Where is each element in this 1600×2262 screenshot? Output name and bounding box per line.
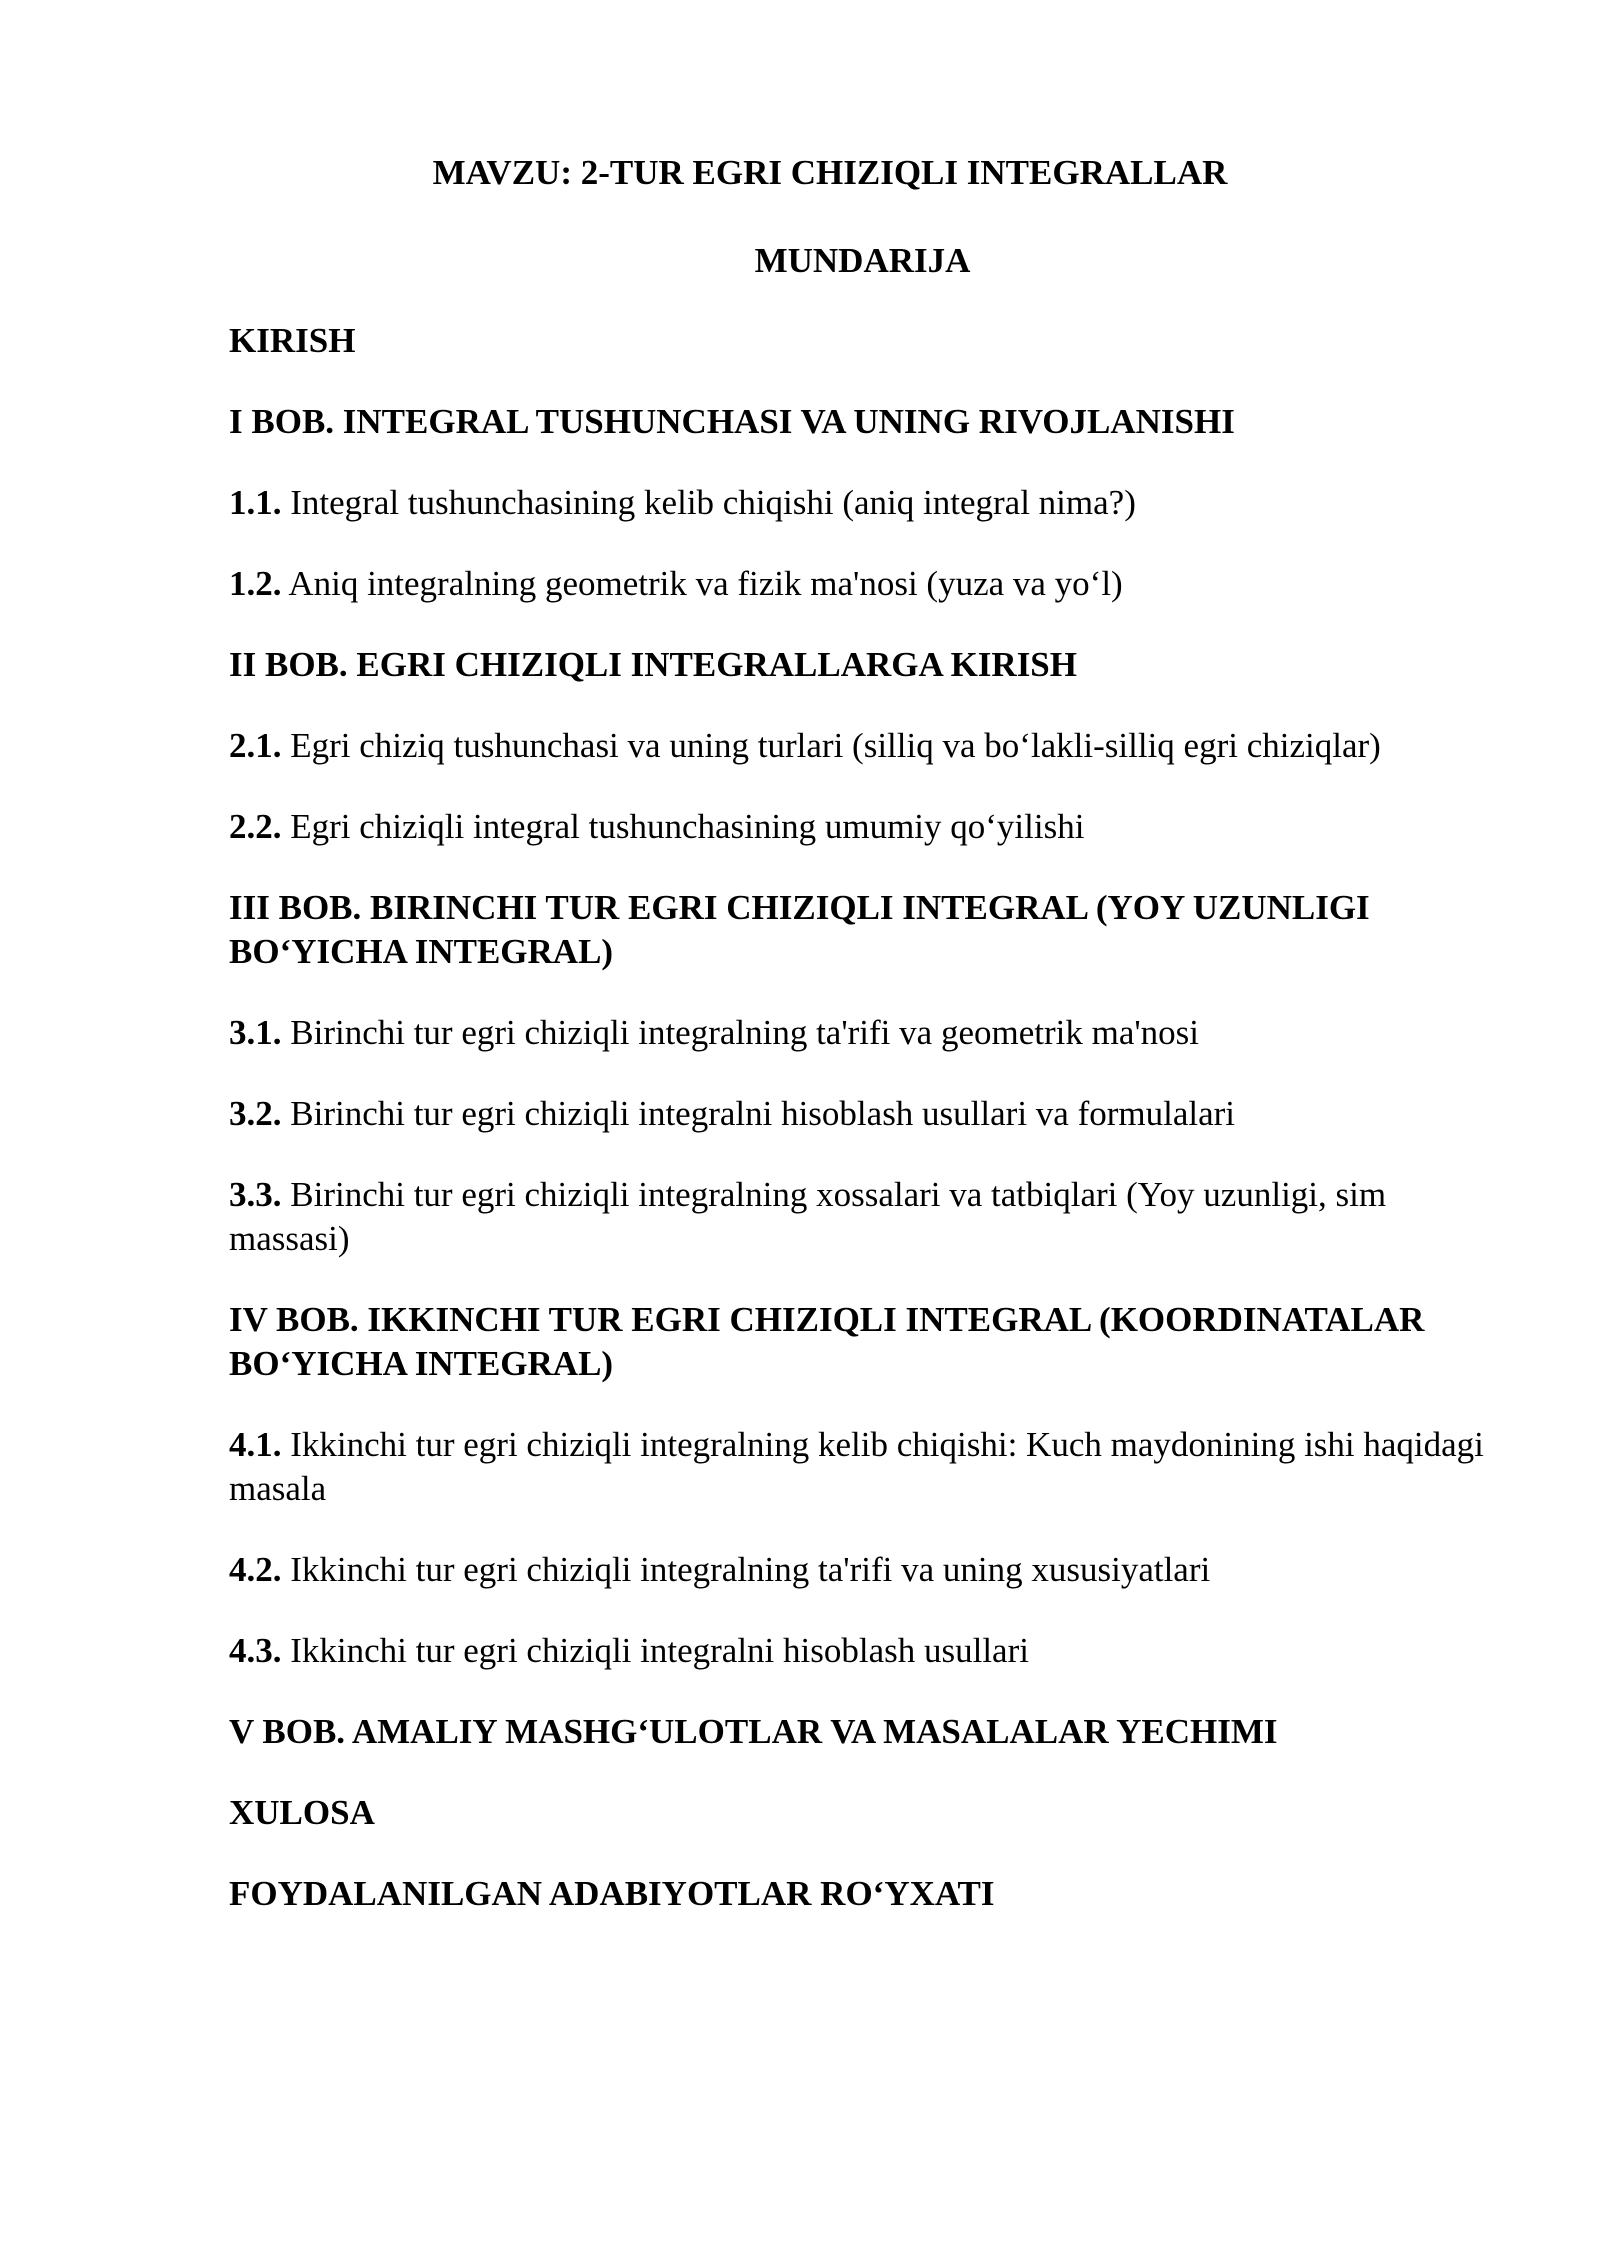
- toc-item-number: 1.1.: [229, 483, 282, 522]
- toc-item-number: 4.2.: [229, 1550, 282, 1589]
- toc-item-text: Integral tushunchasining kelib chiqishi (aniq integral nima?): [281, 483, 1136, 522]
- toc-item-text: Birinchi tur egri chiziqli integralning ta'rifi va geometrik ma'nosi: [281, 1013, 1200, 1052]
- toc-item-text: Ikkinchi tur egri chiziqli integralning ta'rifi va uning xususiyatlari: [281, 1550, 1211, 1589]
- toc-heading-chapter-1: [229, 400, 1489, 444]
- toc-item-3-1: [229, 1011, 1489, 1055]
- toc-item-3-3: [229, 1173, 1489, 1261]
- toc-item-number: 2.1.: [229, 726, 282, 765]
- toc-item-number: 3.2.: [229, 1094, 282, 1133]
- toc-item-4-2: [229, 1548, 1489, 1592]
- toc-item-1-2: [229, 562, 1489, 606]
- toc-heading-chapter-2: [229, 643, 1489, 687]
- toc-item-number: 4.3.: [229, 1631, 282, 1670]
- toc-item-number: 4.1.: [229, 1425, 282, 1464]
- toc-heading-text: IV BOB. IKKINCHI TUR EGRI CHIZIQLI INTEGRAL (KOORDINATALAR BO‘YICHA INTEGRAL): [229, 1300, 1425, 1383]
- toc-heading-text: KIRISH: [229, 321, 356, 360]
- toc-heading-chapter-4: [229, 1298, 1489, 1386]
- toc-heading-text: III BOB. BIRINCHI TUR EGRI CHIZIQLI INTEGRAL (YOY UZUNLIGI BO‘YICHA INTEGRAL): [229, 888, 1370, 971]
- toc-item-text: Birinchi tur egri chiziqli integralni hisoblash usullari va formulalari: [281, 1094, 1236, 1133]
- toc-item-1-1: [229, 481, 1489, 525]
- toc-heading-text: I BOB. INTEGRAL TUSHUNCHASI VA UNING RIVOJLANISHI: [229, 402, 1235, 441]
- table-of-contents: [229, 319, 1489, 1953]
- toc-item-text: Aniq integralning geometrik va fizik ma'nosi (yuza va yo‘l): [281, 564, 1123, 603]
- toc-item-text: Egri chiziqli integral tushunchasining umumiy qo‘yilishi: [281, 807, 1085, 846]
- toc-item-text: Ikkinchi tur egri chiziqli integralning kelib chiqishi: Kuch maydonining ishi haqidagi masala: [229, 1425, 1484, 1508]
- toc-item-4-1: [229, 1423, 1489, 1511]
- toc-heading-text: FOYDALANILGAN ADABIYOTLAR RO‘YXATI: [229, 1874, 995, 1913]
- document-title: MAVZU: 2-TUR EGRI CHIZIQLI INTEGRALLAR: [432, 153, 1228, 192]
- toc-heading-conclusion: [229, 1791, 1489, 1835]
- toc-item-number: 1.2.: [229, 564, 282, 603]
- toc-item-4-3: [229, 1629, 1489, 1673]
- toc-heading-text: XULOSA: [229, 1793, 375, 1832]
- toc-item-text: Ikkinchi tur egri chiziqli integralni hisoblash usullari: [281, 1631, 1029, 1670]
- toc-heading-references: [229, 1872, 1489, 1916]
- toc-item-3-2: [229, 1092, 1489, 1136]
- toc-heading-chapter-5: [229, 1710, 1489, 1754]
- toc-item-text: Egri chiziq tushunchasi va uning turlari (silliq va bo‘lakli-silliq egri chiziqlar): [281, 726, 1381, 765]
- toc-heading-chapter-3: [229, 886, 1489, 974]
- contents-heading: MUNDARIJA: [754, 241, 971, 280]
- toc-heading-kirish: [229, 319, 1489, 363]
- toc-heading-text: V BOB. AMALIY MASHG‘ULOTLAR VA MASALALAR YECHIMI: [229, 1712, 1278, 1751]
- toc-item-number: 3.1.: [229, 1013, 282, 1052]
- toc-item-2-2: [229, 805, 1489, 849]
- toc-item-text: Birinchi tur egri chiziqli integralning xossalari va tatbiqlari (Yoy uzunligi, sim massasi): [229, 1175, 1387, 1258]
- toc-item-number: 3.3.: [229, 1175, 282, 1214]
- toc-item-number: 2.2.: [229, 807, 282, 846]
- toc-heading-text: II BOB. EGRI CHIZIQLI INTEGRALLARGA KIRISH: [229, 645, 1077, 684]
- toc-item-2-1: [229, 724, 1489, 768]
